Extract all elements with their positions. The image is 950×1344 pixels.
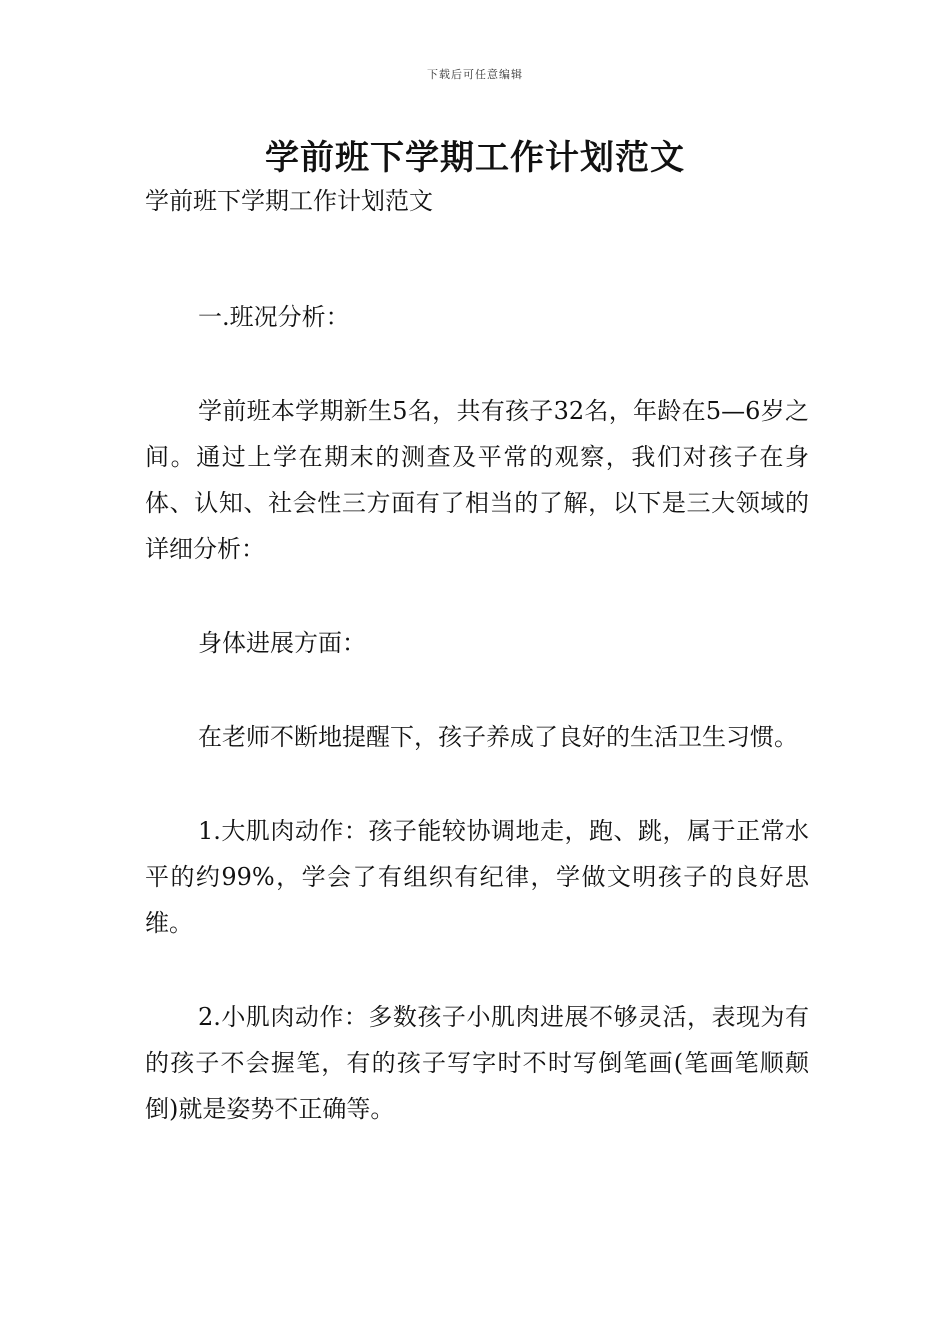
body-paragraph: 学前班本学期新生5名，共有孩子32名，年龄在5—6岁之间。通过上学在期末的测查及平常的观察，我们对孩子在身体、认知、社会性三方面有了相当的了解，以下是三大领域的详细分析： xyxy=(145,397,809,563)
body-paragraph: 在老师不断地提醒下，孩子养成了良好的生活卫生习惯。 xyxy=(198,723,798,751)
page-header-note: 下载后可任意编辑 xyxy=(427,68,523,81)
section-heading-class-analysis: 一.班况分析： xyxy=(198,303,350,331)
section-heading-physical: 身体进展方面： xyxy=(198,629,366,657)
subtitle-paragraph: 学前班下学期工作计划范文 xyxy=(145,187,433,215)
list-item-gross-motor: 1.大肌肉动作：孩子能较协调地走，跑、跳，属于正常水平的约99%，学会了有组织有纪律，学做文明孩子的良好思维。 xyxy=(145,817,809,937)
document-title: 学前班下学期工作计划范文 xyxy=(265,138,685,178)
list-item-fine-motor: 2.小肌肉动作：多数孩子小肌肉进展不够灵活，表现为有的孩子不会握笔，有的孩子写字时不时写倒笔画(笔画笔顺颠倒)就是姿势不正确等。 xyxy=(145,1003,809,1123)
document-body xyxy=(145,178,809,1180)
